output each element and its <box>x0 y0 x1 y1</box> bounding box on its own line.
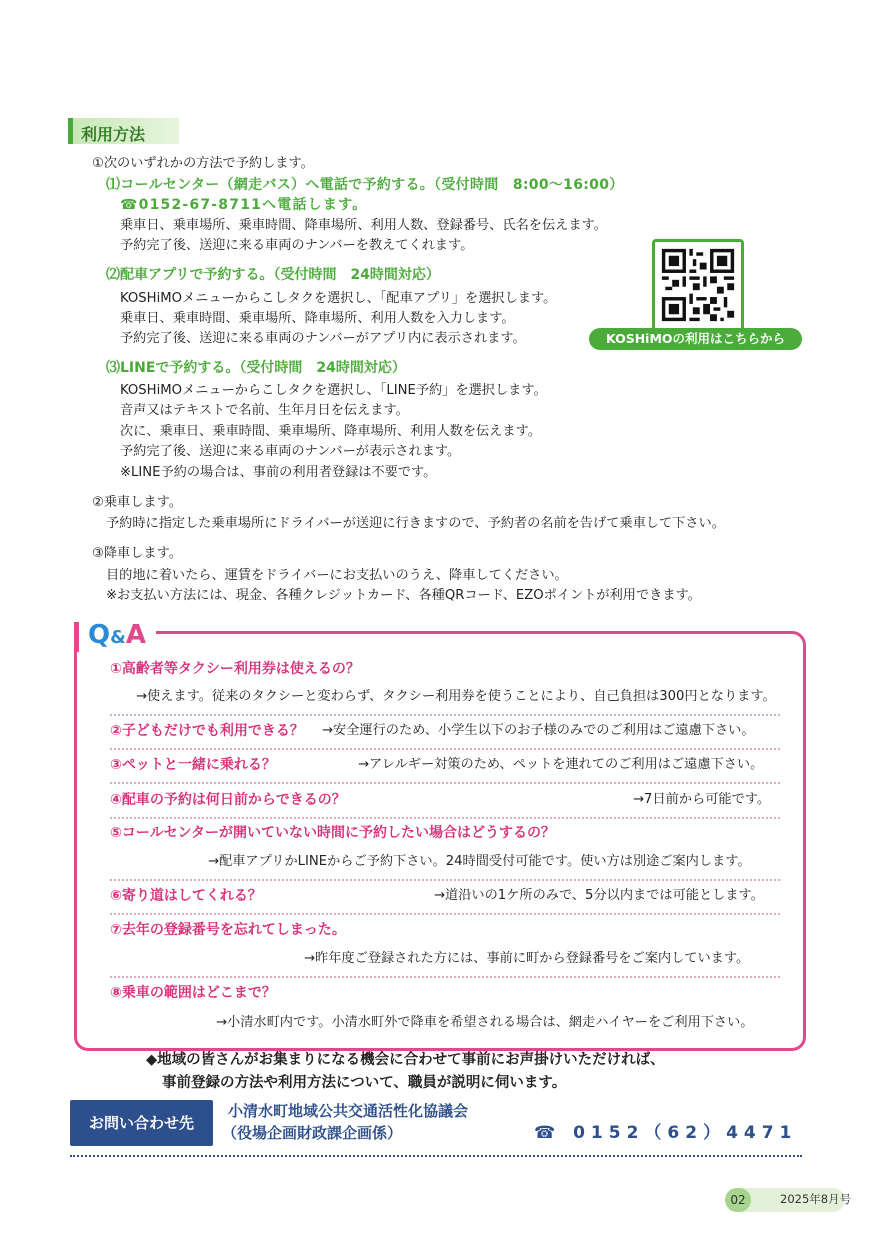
qa-question-7: ⑦去年の登録番号を忘れてしまった。 <box>110 922 346 938</box>
qa-answer-7: →昨年度ご登録された方には、事前に町から登録番号をご案内しています。 <box>304 951 750 966</box>
qa-answer-4: →7日前から可能です。 <box>633 792 771 807</box>
qa-divider <box>110 817 780 819</box>
qr-badge[interactable]: KOSHiMOの利用はこちらから <box>589 328 802 350</box>
qa-divider <box>110 913 780 915</box>
method3-line4: 予約完了後、送迎に来る車両のナンバーが表示されます。 <box>120 444 461 459</box>
qa-title <box>88 622 146 648</box>
qa-divider <box>110 976 780 978</box>
qa-title-q: Q <box>88 620 111 650</box>
step2-line1: 予約時に指定した乗車場所にドライバーが送迎に行きますので、予約者の名前を告げて乗車して下さい。 <box>106 516 725 531</box>
section-heading-label: 利用方法 <box>81 125 146 144</box>
page-number: 02 <box>725 1188 751 1212</box>
method3-line1: KOSHiMOメニューからこしタクを選択し、「LINE予約」を選択します。 <box>120 383 547 398</box>
qa-title-bar <box>74 622 79 652</box>
qa-title-amp: & <box>110 627 126 648</box>
method1-line2: 予約完了後、送迎に来る車両のナンバーを教えてくれます。 <box>120 238 474 253</box>
notice-line2: 事前登録の方法や利用方法について、職員が説明に伺います。 <box>162 1075 567 1091</box>
divider-rule <box>70 1155 802 1157</box>
qr-code-icon <box>655 242 741 328</box>
step3-title: ③降車します。 <box>92 546 182 561</box>
method3-line3: 次に、乗車日、乗車時間、乗車場所、降車場所、利用人数を伝えます。 <box>120 424 541 439</box>
step1-intro: ①次のいずれかの方法で予約します。 <box>92 156 314 171</box>
qa-question-4: ④配車の予約は何日前からできるの？ <box>110 792 346 808</box>
method2-line3: 予約完了後、送迎に来る車両のナンバーがアプリ内に表示されます。 <box>120 331 526 346</box>
qa-question-8: ⑧乗車の範囲はどこまで？ <box>110 985 276 1001</box>
contact-label: お問い合わせ先 <box>70 1100 213 1146</box>
issue-label: 2025年8月号 <box>780 1192 852 1206</box>
qa-question-6: ⑥寄り道はしてくれる？ <box>110 888 262 904</box>
method3-line2: 音声又はテキストで名前、生年月日を伝えます。 <box>120 403 409 418</box>
method1-phone: ☎0152-67-8711へ電話します。 <box>120 197 368 213</box>
method1-title: ⑴コールセンター（網走バス）へ電話で予約する。（受付時間 8:00～16:00） <box>106 177 624 193</box>
qa-divider <box>110 782 780 784</box>
qa-divider <box>110 714 780 716</box>
contact-dept: （役場企画財政課企画係） <box>222 1124 403 1142</box>
contact-org: 小清水町地域公共交通活性化協議会 <box>228 1102 469 1120</box>
qa-question-5: ⑤コールセンターが開いていない時間に予約したい場合はどうするの？ <box>110 825 556 841</box>
method3-title: ⑶LINEで予約する。（受付時間 24時間対応） <box>106 360 406 376</box>
qa-answer-8: →小清水町内です。小清水町外で降車を希望される場合は、網走ハイヤーをご利用下さい。 <box>216 1015 754 1030</box>
qa-question-3: ③ペットと一緒に乗れる？ <box>110 757 276 773</box>
qa-answer-1: →使えます。従来のタクシーと変わらず、タクシー利用券を使うことにより、自己負担は300円となります。 <box>136 689 776 704</box>
notice-line1: ◆地域の皆さんがお集まりになる機会に合わせて事前にお声掛けいただければ、 <box>146 1052 665 1068</box>
qa-question-1: ①高齢者等タクシー利用券は使えるの？ <box>110 661 360 677</box>
method2-title: ⑵配車アプリで予約する。（受付時間 24時間対応） <box>106 267 440 283</box>
qa-question-2: ②子どもだけでも利用できる？ <box>110 723 304 739</box>
method1-line1: 乗車日、乗車場所、乗車時間、降車場所、利用人数、登録番号、氏名を伝えます。 <box>120 218 607 233</box>
qa-divider <box>110 879 780 881</box>
step3-line1: 目的地に着いたら、運賃をドライバーにお支払いのうえ、降車してください。 <box>106 568 568 583</box>
qa-answer-5: →配車アプリかLINEからご予約下さい。24時間受付可能です。使い方は別途ご案内します。 <box>208 854 751 869</box>
method2-line1: KOSHiMOメニューからこしタクを選択し、「配車アプリ」を選択します。 <box>120 291 557 306</box>
qa-answer-3: →アレルギー対策のため、ペットを連れてのご利用はご遠慮下さい。 <box>358 757 764 772</box>
method3-line5: ※LINE予約の場合は、事前の利用者登録は不要です。 <box>120 465 437 480</box>
section-heading-usage <box>68 118 179 144</box>
step3-line2: ※お支払い方法には、現金、各種クレジットカード、各種QRコード、EZOポイントが利用できます。 <box>106 588 701 603</box>
step2-title: ②乗車します。 <box>92 495 182 510</box>
method2-line2: 乗車日、乗車時間、乗車場所、降車場所、利用人数を入力します。 <box>120 311 515 326</box>
qr-code[interactable] <box>652 239 744 331</box>
qa-title-a: A <box>125 620 146 650</box>
contact-phone[interactable]: ☎ 0152（62）4471 <box>534 1123 798 1143</box>
qa-divider <box>110 748 780 750</box>
qa-answer-6: →道沿いの1ケ所のみで、5分以内までは可能とします。 <box>434 888 764 903</box>
qa-answer-2: →安全運行のため、小学生以下のお子様のみでのご利用はご遠慮下さい。 <box>322 723 755 738</box>
